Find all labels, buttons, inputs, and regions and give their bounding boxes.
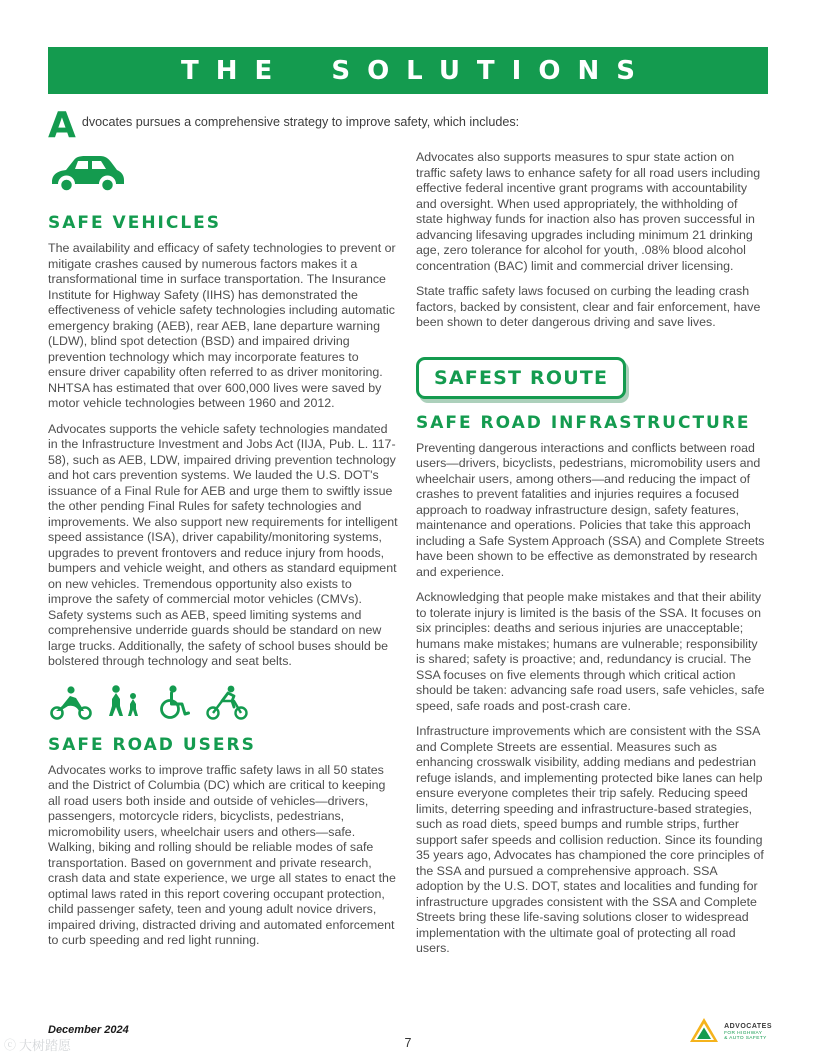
advocates-logo [689,1017,772,1048]
page-number: 7 [404,1036,412,1050]
motorcycle-icon [48,684,94,725]
page-title: THE SOLUTIONS [48,47,768,94]
left-column [48,150,399,967]
footer-date: December 2024 [48,1024,129,1036]
state-action-paragraph: Advocates also supports measures to spur state action on traffic safety laws to enhance safety for all road users including effective federal incentive grant programs with accountability and oversight. When used appropriately, the withholding of state highway funds for inaction also has proven successful in advancing lifesaving upgrades including minimum 21 drinking age, zero tolerance for alcohol for youth, .08% blood alcohol concentration (BAC) limit and commercial driver licensing. [416,150,761,273]
safe-road-users-paragraph: Advocates works to improve traffic safety laws in all 50 states and the District of Columbia (DC) which are critical to keeping all road users both inside and outside of vehicles—drivers, passengers, motorcycle riders, bicyclists, pedestrians, micromobility users, wheelchair users and others—safe. Walking, biking and rolling should be reliable modes of safe transportation. Based on government and private research, crash data and state experience, we urge all states to enact the optimal laws rated in this report covering occupant protection, child passenger safety, teen and young adult novice drivers, impaired driving, distracted driving and automated enforcement to curb speeding and red light running. [48,762,396,947]
copyright-icon: ⓒ [4,1038,17,1052]
right-column [416,150,767,967]
drop-cap: A [48,105,76,146]
section-title-safe-vehicles: SAFE VEHICLES [48,213,222,233]
car-icon [48,152,399,203]
advocates-logo-text [724,1023,772,1041]
intro-text: dvocates pursues a comprehensive strategy to improve safety, which includes: [81,115,520,129]
section-title-safe-road-users: SAFE ROAD USERS [48,734,256,755]
logo-org-name: ADVOCATES [724,1023,772,1031]
intro-line [48,105,768,146]
safe-vehicles-paragraph: Advocates supports the vehicle safety technologies mandated in the Infrastructure Investment and Jobs Act (IIJA, Pub. L. 117-58), such as AEB, LDW, impaired driving prevention technology and hot cars prevention systems. We lauded the U.S. DOT's issuance of a Final Rule for AEB and urge them to swiftly issue the other pending Final Rules for safety technologies and improvements. We also support new requirements for intelligent speed assistance (ISA), driver capability/monitoring systems, upgrades to prevent frontovers and reduce injury from hoods, bumpers and vehicle weight, and others as standard equipment on new vehicles. Tremendous opportunity also exists to improve the safety of commercial motor vehicles (CMVs). Safety systems such as AEB, speed limiting systems and comprehensive underride guards should be standard on new large trucks. Additionally, the safety of school buses should be bolstered through technology and seat belts. [48,421,398,668]
two-column-layout [48,150,768,967]
watermark-text: 大树踏愿 [19,1038,72,1053]
section-title-safe-road-infrastructure: SAFE ROAD INFRASTRUCTURE [416,412,751,433]
logo-tagline: FOR HIGHWAY [724,1031,763,1037]
bicyclist-icon [204,684,250,725]
safe-vehicles-paragraph: The availability and efficacy of safety technologies to prevent or mitigate crashes caused by numerous factors makes it a transformational time in surface transportation. The Insurance Institute for Highway Safety (IIHS) has demonstrated the effectiveness of vehicle safety technologies including automatic emergency braking (AEB), rear AEB, lane departure warning (LDW), blind spot detection (BSD) and impaired driving prevention technology which may incorporate features to ensure driver capability often referred to as driver monitoring. NHTSA has estimated that over 600,000 lives were saved by motor vehicle technologies between 1960 and 2012. [48,241,396,410]
safest-route-sign: SAFEST ROUTE [416,357,626,399]
page-content [48,105,768,967]
pedestrians-icon [104,684,144,725]
road-users-icon-row [48,684,399,725]
logo-tagline: & AUTO SAFETY [724,1036,767,1042]
safe-road-infrastructure-paragraph: Acknowledging that people make mistakes and that their ability to tolerate injury is limited is the basis of the SSA. It focuses on six principles: deaths and serious injuries are unacceptable; humans make mistakes; humans are vulnerable; responsibility is shared; safety is proactive; and, redundancy is crucial. The SSA focuses on five elements through which critical action should be taken: advancing safe road users, safe vehicles, safe speed, safe roads and post-crash care. [416,590,765,713]
watermark [4,1035,71,1054]
safe-road-infrastructure-paragraph: Preventing dangerous interactions and conflicts between road users—drivers, bicyclists, pedestrians, micromobility users and wheelchair users, among others—and reducing the impact of crashes to prevent fatalities and injuries requires a focused approach to roadway infrastructure design, safety features, maintenance and operations. Policies that take this approach including a Safe System Approach (SSA) and Complete Streets have been shown to be effective as demonstrated by research and experience. [416,440,765,579]
advocates-logo-icon [689,1017,719,1048]
wheelchair-icon [154,684,194,725]
state-action-paragraph: State traffic safety laws focused on curbing the leading crash factors, backed by consistent, clear and fair enforcement, have been shown to deter dangerous driving and save lives. [416,284,761,329]
safe-road-infrastructure-paragraph: Infrastructure improvements which are consistent with the SSA and Complete Streets are essential. Measures such as enhancing crosswalk visibility, adding medians and pedestrian refuge islands, and implementing protected bike lanes can help ensure everyone completes their trip safely. Reducing speed limits, deterring speeding and infrastructure-based strategies, such as road diets, speed bumps and rumble strips, further support safer speeds and collision reduction. Since its founding 35 years ago, Advocates has championed the core principles of the SSA and pursued a comprehensive approach. SSA adoption by the U.S. DOT, states and localities and funding for infrastructure upgrades consistent with the SSA and Complete Streets bring these life-saving solutions closer to widespread implementation with the ultimate goal of protecting all road users. [416,724,764,955]
